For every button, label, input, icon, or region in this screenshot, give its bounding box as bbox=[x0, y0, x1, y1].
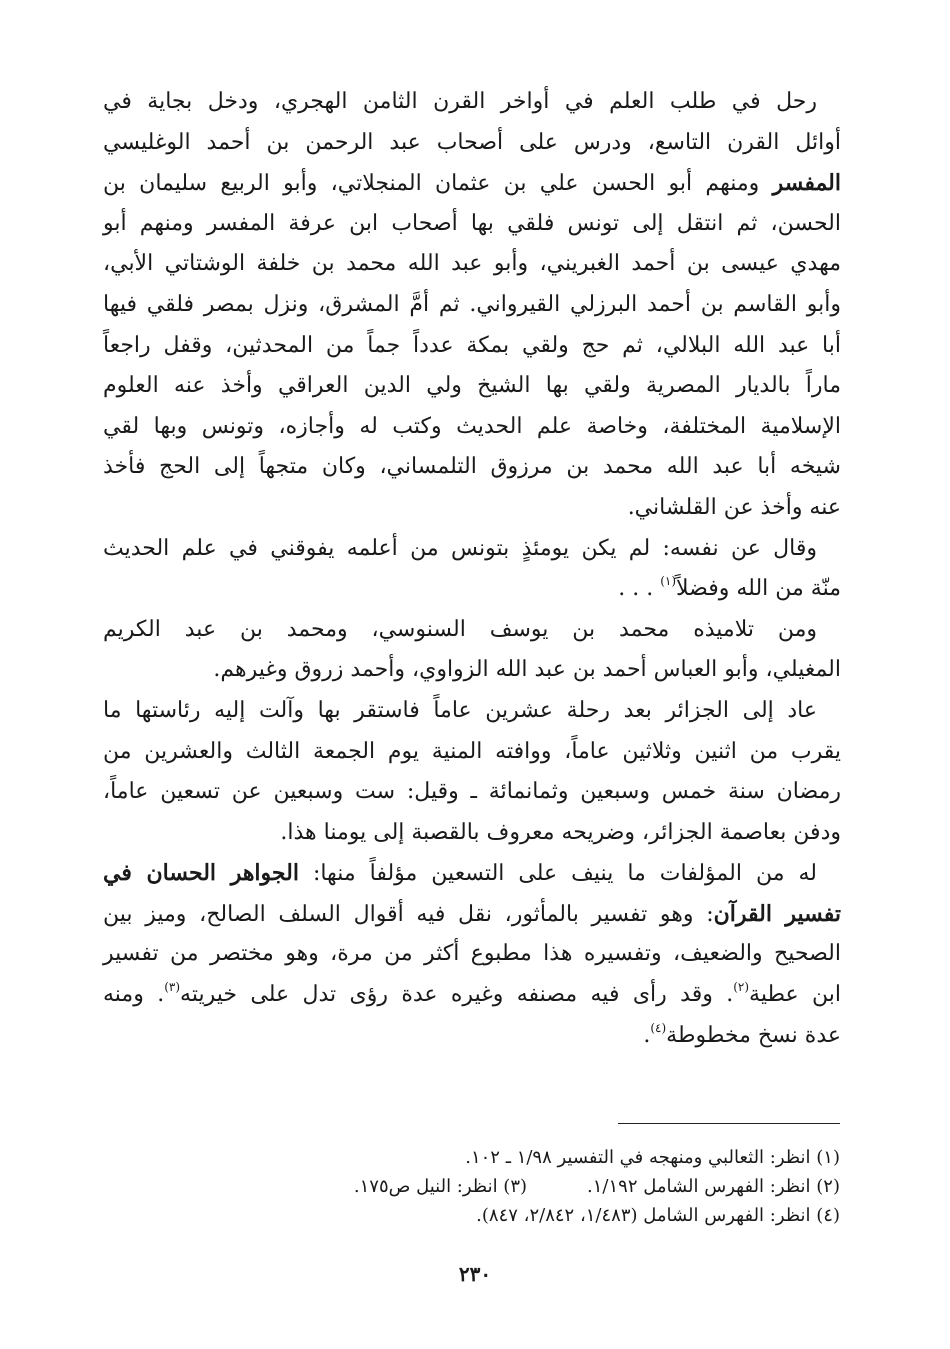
text-line: وأبو القاسم بن أحمد البرزلي القيرواني. ثم أمَّ المشرق، ونزل بمصر فلقي فيها bbox=[103, 291, 841, 317]
text-line: ومن تلاميذه محمد بن يوسف السنوسي، ومحمد بن عبد الكريم bbox=[103, 616, 817, 642]
footnotes bbox=[110, 1143, 840, 1230]
page-number: ٢٣٠ bbox=[458, 1262, 492, 1286]
text-line: الحسن، ثم انتقل إلى تونس فلقي بها أصحاب ابن عرفة المفسر ومنهم أبو bbox=[103, 210, 841, 236]
footnote-divider bbox=[618, 1123, 840, 1124]
text-line: الصحيح والضعيف، وتفسيره هذا مطبوع أكثر من مرة، وهو مختصر من تفسير bbox=[103, 941, 841, 967]
text-line: رحل في طلب العلم في أواخر القرن الثامن الهجري، ودخل بجاية في bbox=[103, 89, 817, 114]
text-line bbox=[103, 1016, 841, 1057]
text-line: ودفن بعاصمة الجزائر، وضريحه معروف بالقصبة إلى يومنا هذا. bbox=[280, 819, 841, 845]
text-fragment: منّة من الله وفضلاً bbox=[676, 576, 841, 602]
text-line: أوائل القرن التاسع، ودرس على أصحاب عبد الرحمن بن أحمد الوغليسي bbox=[103, 129, 841, 155]
footnote-ref: (٣) bbox=[164, 980, 181, 995]
text-line: ماراً بالديار المصرية ولقي بها الشيخ ولي الدين العراقي وأخذ عنه العلوم bbox=[103, 373, 841, 399]
text-line: وقال عن نفسه: لم يكن يومئذٍ بتونس من أعلمه يفوقني في علم الحديث bbox=[103, 535, 817, 561]
paragraph-2 bbox=[103, 529, 841, 610]
paragraph-4 bbox=[103, 691, 841, 853]
footnote-ref: (٢) bbox=[733, 980, 750, 995]
paragraph-3 bbox=[103, 610, 841, 691]
book-title: تفسير القرآن bbox=[713, 900, 841, 927]
book-title: الجواهر الحسان في bbox=[103, 860, 299, 887]
footnote-row bbox=[110, 1172, 840, 1201]
text-line: شيخه أبا عبد الله محمد بن مرزوق التلمساني، وكان متجهاً إلى الحج فأخذ bbox=[103, 454, 841, 480]
text-line bbox=[103, 163, 841, 204]
text-line bbox=[103, 853, 841, 894]
text-line: المغيلي، وأبو العباس أحمد بن عبد الله الزواوي، وأحمد زروق وغيرهم. bbox=[213, 657, 841, 683]
text-line: عاد إلى الجزائر بعد رحلة عشرين عاماً فاستقر بها وآلت إليه رئاستها ما bbox=[103, 697, 817, 723]
footnote-1: (١) انظر: الثعالبي ومنهجه في التفسير ١/٩٨ ـ ١٠٢. bbox=[465, 1147, 840, 1168]
text-line: يقرب من اثنين وثلاثين عاماً، ووافته المنية يوم الجمعة الثالث والعشرين من bbox=[103, 738, 841, 764]
text-line: الإسلامية المختلفة، وخاصة علم الحديث وكتب له وأجازه، وتونس وبها لقي bbox=[103, 413, 841, 439]
text-fragment: . . . bbox=[618, 576, 661, 602]
text-line: عنه وأخذ عن القلشاني. bbox=[627, 494, 841, 520]
text-line bbox=[103, 975, 841, 1016]
paragraph-5 bbox=[103, 853, 841, 1056]
text-line bbox=[103, 569, 841, 610]
page-body bbox=[103, 82, 841, 1056]
text-fragment: . وقد رأى فيه مصنفه وغيره عدة رؤى تدل على خيريته bbox=[180, 982, 734, 1008]
text-fragment: ابن عطية bbox=[749, 982, 842, 1008]
text-fragment: . ومنه bbox=[103, 982, 165, 1008]
footnote-ref: (٤) bbox=[650, 1020, 667, 1035]
text-fragment: عدة نسخ مخطوطة bbox=[666, 1022, 841, 1048]
text-line: مهدي عيسى بن أحمد الغبريني، وأبو عبد الله محمد بن خلفة الوشتاتي الأبي، bbox=[103, 251, 841, 277]
text-fragment: : وهو تفسير بالمأثور، نقل فيه أقوال السلف الصالح، وميز بين bbox=[103, 901, 714, 927]
paragraph-1 bbox=[103, 82, 841, 529]
footnote-4: (٤) انظر: الفهرس الشامل (١/٤٨٣، ٢/٨٤٢، ٨٤٧). bbox=[476, 1205, 840, 1226]
text-line: أبا عبد الله البلالي، ثم حج ولقي بمكة عدداً جماً من المحدثين، وقفل راجعاً bbox=[103, 332, 841, 358]
footnote-2: (٢) انظر: الفهرس الشامل ١/١٩٢. bbox=[587, 1176, 840, 1197]
footnote-ref: (١) bbox=[660, 574, 677, 589]
text-fragment: . bbox=[643, 1022, 651, 1048]
text-fragment: له من المؤلفات ما ينيف على التسعين مؤلفاً منها: bbox=[298, 861, 817, 887]
bold-word: المفسر bbox=[772, 170, 841, 197]
text-line-rest: ومنهم أبو الحسن علي بن عثمان المنجلاتي، وأبو الربيع سليمان بن bbox=[103, 171, 760, 197]
footnote-3: (٣) انظر: النيل ص١٧٥. bbox=[353, 1176, 528, 1197]
text-line bbox=[103, 894, 841, 935]
text-line: رمضان سنة خمس وسبعين وثمانمائة ـ وقيل: ست وسبعين عن تسعين عاماً، bbox=[103, 779, 841, 805]
